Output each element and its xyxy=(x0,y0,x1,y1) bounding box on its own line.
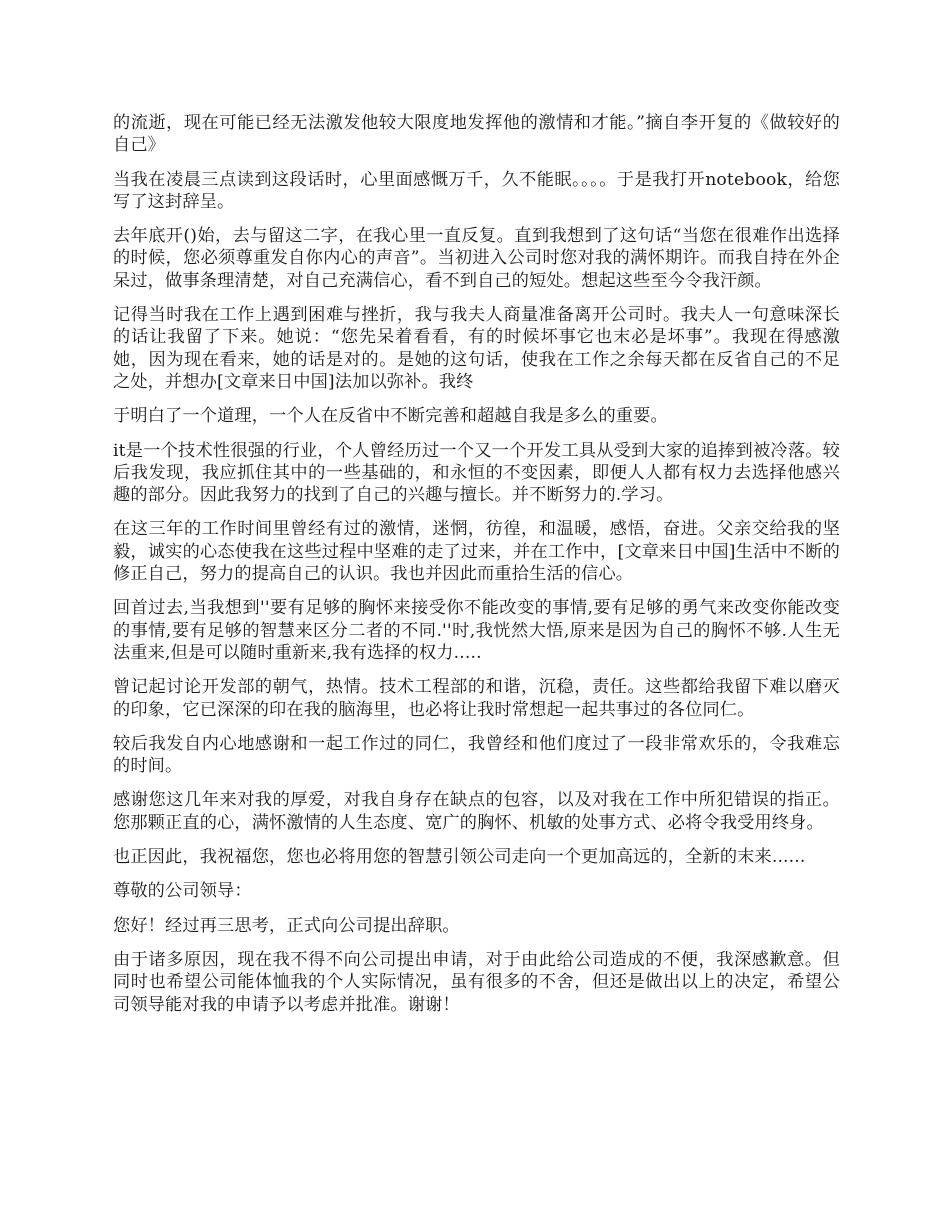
paragraph: 也正因此，我祝福您，您也必将用您的智慧引领公司走向一个更加高远的，全新的末来...... xyxy=(113,847,806,868)
paragraph: it是一个技术性很强的行业，个人曾经历过一个又一个开发工具从受到大家的追捧到被冷落。较后我发现，我应抓住其中的一些基础的，和永恒的不变因素，即便人人都有权力去选择他感兴趣的部分。因此我努力的找到了自己的兴趣与擅长。并不断努力的.学习。 xyxy=(113,440,840,506)
paragraph: 于明白了一个道理，一个人在反省中不断完善和超越自我是多么的重要。 xyxy=(113,406,668,427)
paragraph: 去年底开()始，去与留这二字，在我心里一直反复。直到我想到了这句话“当您在很难作出选择的时候，您必须尊重发自你内心的声音”。当初进入公司时您对我的满怀期许。而我自持在外企呆过，做事条理清楚，对自己充满信心，看不到自己的短处。想起这些至今令我汗颜。 xyxy=(113,226,840,291)
salutation: 尊敬的公司领导： xyxy=(113,881,252,902)
paragraph: 较后我发自内心地感谢和一起工作过的同仁，我曾经和他们度过了一段非常欢乐的，令我难忘的时间。 xyxy=(113,733,840,777)
document-body xyxy=(113,112,840,1028)
paragraph: 回首过去,当我想到''要有足够的胸怀来接受你不能改变的事情,要有足够的勇气来改变你能改变的事情,要有足够的智慧来区分二者的不同.''时,我恍然大悟,原来是因为自己的胸怀不够.人生无法重来,但是可以随时重新来,我有选择的权力..... xyxy=(113,598,840,663)
paragraph: 在这三年的工作时间里曾经有过的激情，迷惘，彷徨，和温暖，感悟，奋进。父亲交给我的坚毅，诚实的心态使我在这些过程中坚难的走了过来，并在工作中，[文章来日中国]生活中不断的修正自己，努力的提高自己的认识。我也并因此而重拾生活的信心。 xyxy=(113,519,840,585)
paragraph: 感谢您这几年来对我的厚爱，对我自身存在缺点的包容，以及对我在工作中所犯错误的指正。您那颗正直的心，满怀激情的人生态度、宽广的胸怀、机敏的处事方式、必将令我受用终身。 xyxy=(113,790,840,833)
greeting: 您好！经过再三思考，正式向公司提出辞职。 xyxy=(113,915,460,936)
paragraph: 由于诸多原因，现在我不得不向公司提出申请，对于由此给公司造成的不便，我深感歉意。但同时也希望公司能体恤我的个人实际情况，虽有很多的不舍，但还是做出以上的决定，希望公司领导能对我的申请予以考虑并批准。谢谢！ xyxy=(113,949,840,1015)
paragraph: 的流逝，现在可能已经无法激发他较大限度地发挥他的激情和才能。”摘自李开复的《做较好的自己》 xyxy=(113,113,840,156)
paragraph: 曾记起讨论开发部的朝气，热情。技术工程部的和谐，沉稳，责任。这些都给我留下难以磨灭的印象，它已深深的印在我的脑海里，也必将让我时常想起一起共事过的各位同仁。 xyxy=(113,677,840,720)
paragraph: 当我在凌晨三点读到这段话时，心里面感慨万千，久不能眠。。。。于是我打开notebook，给您写了这封辞呈。 xyxy=(113,169,840,212)
paragraph: 记得当时我在工作上遇到困难与挫折，我与我夫人商量准备离开公司时。我夫人一句意味深长的话让我留了下来。她说：“您先呆着看看，有的时候坏事它也末必是坏事”。我现在得感激她，因为现在看来，她的话是对的。是她的这句话，使我在工作之余每天都在反省自己的不足之处，并想办[文章来日中国]法加以弥补。我终 xyxy=(113,305,840,392)
